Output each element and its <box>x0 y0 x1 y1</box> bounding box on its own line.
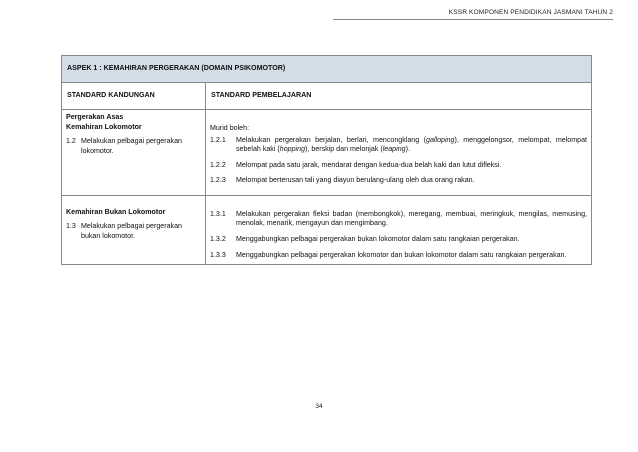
learning-intro: Murid boleh: <box>210 124 250 132</box>
col-header-standard-learning: STANDARD PEMBELAJARAN <box>206 83 592 110</box>
running-header: KSSR KOMPONEN PENDIDIKAN JASMANI TAHUN 2 <box>333 9 613 20</box>
section-title: Kemahiran Bukan Lokomotor <box>66 207 166 216</box>
aspect-row <box>62 56 592 83</box>
content-standard-number: 1.3 <box>66 222 76 231</box>
page-number: 34 <box>315 403 323 410</box>
learning-standard <box>210 251 587 261</box>
content-standard <box>66 222 201 241</box>
section-subtitle: Kemahiran Lokomotor <box>66 122 142 131</box>
table-row <box>62 110 592 196</box>
learning-standard-number: 1.2.2 <box>210 160 226 169</box>
content-standard-text: Melakukan pelbagai pergerakan bukan lokomotor. <box>81 222 182 240</box>
learning-standard-number: 1.2.1 <box>210 135 226 144</box>
learning-standard <box>210 235 587 245</box>
learning-standard-text: Melompat pada satu jarak, mendarat dengan kedua-dua belah kaki dan lutut difleksi. <box>236 160 502 169</box>
standard-content-cell <box>62 110 206 196</box>
learning-standard-text: Menggabungkan pelbagai pergerakan bukan lokomotor dalam satu rangkaian pergerakan. <box>236 234 520 243</box>
learning-standard-text: Melakukan pergerakan berjalan, berlari, mencongklang (galloping), menggelongsor, melompat, melompat sebelah kaki (hopping), berskip dan melonjak (leaping). <box>236 135 587 154</box>
learning-standard <box>210 210 587 229</box>
learning-standard <box>210 161 587 171</box>
curriculum-table <box>61 55 592 265</box>
standard-learning-cell <box>206 195 592 264</box>
learning-standard-text: Menggabungkan pelbagai pergerakan lokomotor dan bukan lokomotor dalam satu rangkaian pergerakan. <box>236 250 567 259</box>
section-title: Pergerakan Asas <box>66 113 124 121</box>
content-standard <box>66 137 201 156</box>
learning-standard-number: 1.3.3 <box>210 250 226 259</box>
standard-learning-cell <box>206 110 592 196</box>
standard-content-cell <box>62 195 206 264</box>
learning-standard-number: 1.3.2 <box>210 234 226 243</box>
learning-standard <box>210 136 587 155</box>
column-header-row <box>62 83 592 110</box>
col-header-standard-content: STANDARD KANDUNGAN <box>62 83 206 110</box>
table-row <box>62 195 592 264</box>
learning-standard-number: 1.2.3 <box>210 176 226 185</box>
content-standard-number: 1.2 <box>66 137 76 146</box>
learning-standard <box>210 176 587 186</box>
aspect-title: ASPEK 1 : KEMAHIRAN PERGERAKAN (DOMAIN PSIKOMOTOR) <box>62 56 592 83</box>
learning-standard-text: Melakukan pergerakan fleksi badan (membongkok), meregang, membuai, meringkuk, mengilas, memusing, menolak, menarik, mengayun dan mengimbang. <box>236 209 587 228</box>
learning-standard-text: Melompat berterusan tali yang diayun berulang-ulang oleh dua orang rakan. <box>236 176 475 185</box>
content-standard-text: Melakukan pelbagai pergerakan lokomotor. <box>81 137 182 155</box>
learning-standard-number: 1.3.1 <box>210 209 226 218</box>
